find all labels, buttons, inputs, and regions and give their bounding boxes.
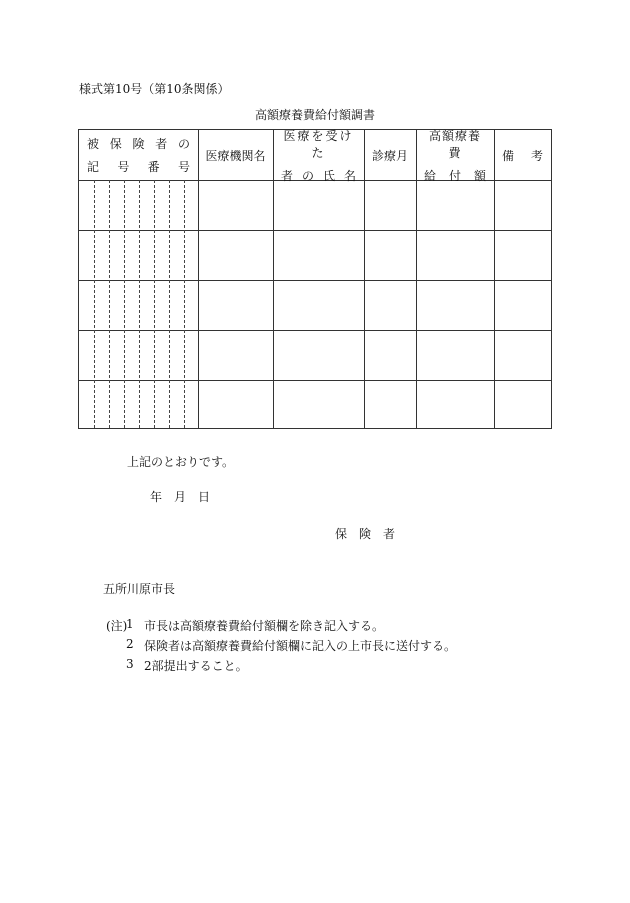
header-treatment-month — [364, 130, 416, 180]
note-text: 2部提出すること。 — [144, 659, 248, 673]
header-char: の — [177, 137, 190, 151]
note-text: 保険者は高額療養費給付額欄に記入の上市長に送付する。 — [144, 639, 457, 653]
digit-separator — [124, 180, 125, 428]
header-institution — [198, 130, 273, 180]
note-text: 市長は高額療養費給付額欄を除き記入する。 — [144, 619, 385, 633]
header-char: 額 — [473, 168, 486, 183]
header-char: 険 — [132, 137, 145, 151]
digit-separator — [184, 180, 185, 428]
header-benefit-amount — [416, 128, 494, 183]
row-divider — [79, 280, 551, 281]
row-divider — [79, 380, 551, 381]
header-char: 号 — [117, 160, 130, 174]
header-char: 備 — [502, 148, 515, 163]
digit-separator — [94, 180, 95, 428]
confirmation-text: 上記のとおりです。 — [127, 455, 235, 469]
header-char: 号 — [177, 160, 190, 174]
notes-label: (注) — [106, 619, 128, 633]
row-divider — [79, 330, 551, 331]
row-divider — [79, 230, 551, 231]
header-char: 者 — [155, 137, 168, 151]
header-patient-line1: 医療を受けた — [283, 128, 354, 160]
addressee: 五所川原市長 — [103, 582, 176, 596]
header-amount-line1: 高額療養費 — [428, 128, 481, 160]
header-char: 氏 — [322, 168, 335, 183]
header-insured-number — [79, 130, 198, 180]
digit-separator — [139, 180, 140, 428]
header-remarks — [494, 130, 551, 180]
header-char: の — [301, 168, 314, 183]
digit-separator — [109, 180, 110, 428]
digit-separator — [169, 180, 170, 428]
header-char: 考 — [530, 148, 543, 163]
header-char: 保 — [109, 137, 122, 151]
header-char: 者 — [281, 168, 294, 183]
header-char: 名 — [343, 168, 356, 183]
date-line: 年 月 日 — [150, 490, 211, 504]
note-number: 2 — [126, 637, 134, 651]
digit-separator — [154, 180, 155, 428]
header-institution-label: 医療機関名 — [205, 148, 266, 163]
document-title: 高額療養費給付額調書 — [254, 108, 375, 122]
header-month-label: 診療月 — [371, 148, 408, 163]
header-char: 付 — [448, 168, 461, 183]
form-number: 様式第10号（第10条関係） — [79, 82, 230, 96]
header-char: 給 — [424, 168, 437, 183]
header-char: 被 — [87, 137, 100, 151]
header-char: 記 — [87, 160, 100, 174]
header-patient-name — [273, 128, 364, 183]
insurer-label: 保 険 者 — [335, 527, 396, 541]
benefit-table — [78, 129, 552, 429]
note-number: 3 — [126, 657, 134, 671]
header-char: 番 — [147, 160, 160, 174]
note-number: 1 — [126, 617, 134, 631]
